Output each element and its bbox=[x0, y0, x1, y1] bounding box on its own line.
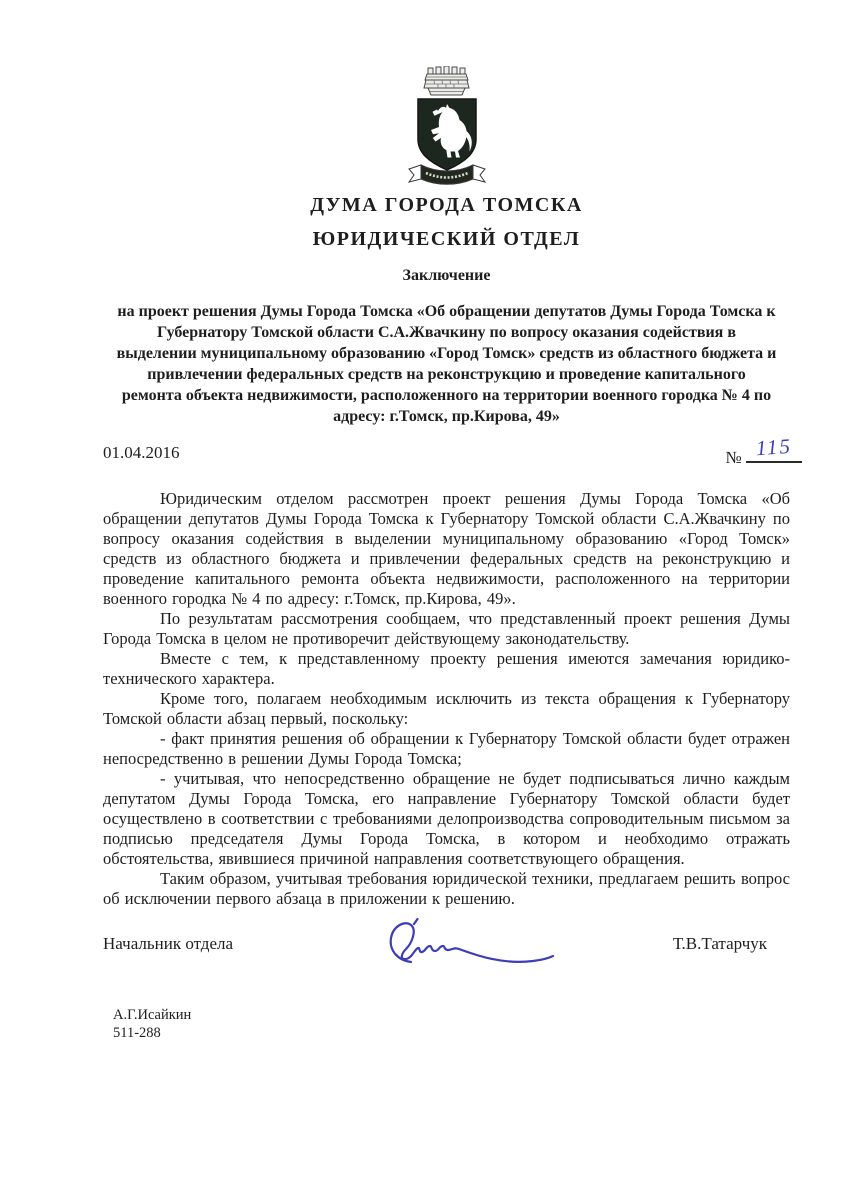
tomsk-coat-of-arms-icon bbox=[405, 66, 489, 190]
executor-block bbox=[113, 1006, 191, 1042]
number-underline bbox=[746, 433, 802, 463]
signoff-name: Т.В.Татарчук bbox=[672, 934, 767, 953]
body-paragraph: Таким образом, учитывая требования юридической техники, предлагаем решить вопрос об исключении первого абзаца в приложении к решению. bbox=[103, 869, 790, 908]
department-name: ЮРИДИЧЕСКИЙ ОТДЕЛ bbox=[312, 228, 581, 250]
body-paragraph: По результатам рассмотрения сообщаем, что представленный проект решения Думы Города Томска в целом не противоречит действующему законодательству. bbox=[103, 609, 790, 648]
body-paragraph: Кроме того, полагаем необходимым исключить из текста обращения к Губернатору Томской области абзац первый, поскольку: bbox=[103, 689, 790, 728]
executor-name: А.Г.Исайкин bbox=[113, 1007, 192, 1023]
document-number bbox=[725, 433, 802, 468]
body-paragraph: Юридическим отделом рассмотрен проект решения Думы Города Томска «Об обращении депутатов Думы Города Томска к Губернатору Томской области С.А.Жвачкину по вопросу оказания содействия в выделении муниципальному образованию «Город Томск» средств из областного бюджета и привлечении федеральных средств на реконструкцию и проведение капитального ремонта объекта недвижимости, расположенного на территории военного городка № 4 по адресу: г.Томск, пр.Кирова, 49». bbox=[103, 489, 790, 608]
handwritten-number: 115 bbox=[755, 433, 793, 461]
document-heading: Заключение bbox=[402, 267, 491, 284]
body-paragraph: - факт принятия решения об обращении к Губернатору Томской области будет отражен непосредственно в решении Думы Города Томска; bbox=[103, 729, 790, 768]
body-paragraph: - учитывая, что непосредственно обращение не будет подписываться лично каждым депутатом Думы Города Томска, его направление Губернатору Томской области будет осуществлено в соответствии с требованиями делопроизводства сопроводительным письмом за подписью председателя Думы Города Томска, в котором и необходимо отражать обстоятельства, явившиеся причиной направления соответствующего обращения. bbox=[103, 769, 790, 868]
executor-phone: 511-288 bbox=[113, 1025, 161, 1041]
document-subject: на проект решения Думы Города Томска «Об обращении депутатов Думы Города Томска к Губернатору Томской области С.А.Жвачкину по вопросу оказания содействия в выделении муниципальному образованию «Город Томск» средств из областного бюджета и привлечении федеральных средств на реконструкцию и проведение капитального ремонта объекта недвижимости, расположенного на территории военного городка № 4 по адресу: г.Томск, пр.Кирова, 49» bbox=[116, 303, 777, 425]
number-label: № bbox=[725, 448, 742, 467]
date-number-row bbox=[103, 433, 793, 467]
signature-row bbox=[103, 928, 790, 978]
signature-icon bbox=[381, 918, 571, 970]
body-paragraph: Вместе с тем, к представленному проекту решения имеются замечания юридико-технического характера. bbox=[103, 649, 790, 688]
organization-name: ДУМА ГОРОДА ТОМСКА bbox=[310, 194, 583, 216]
signoff-position: Начальник отдела bbox=[103, 934, 234, 953]
document-date: 01.04.2016 bbox=[103, 443, 180, 462]
document-body bbox=[103, 489, 790, 909]
content-column bbox=[103, 0, 793, 909]
